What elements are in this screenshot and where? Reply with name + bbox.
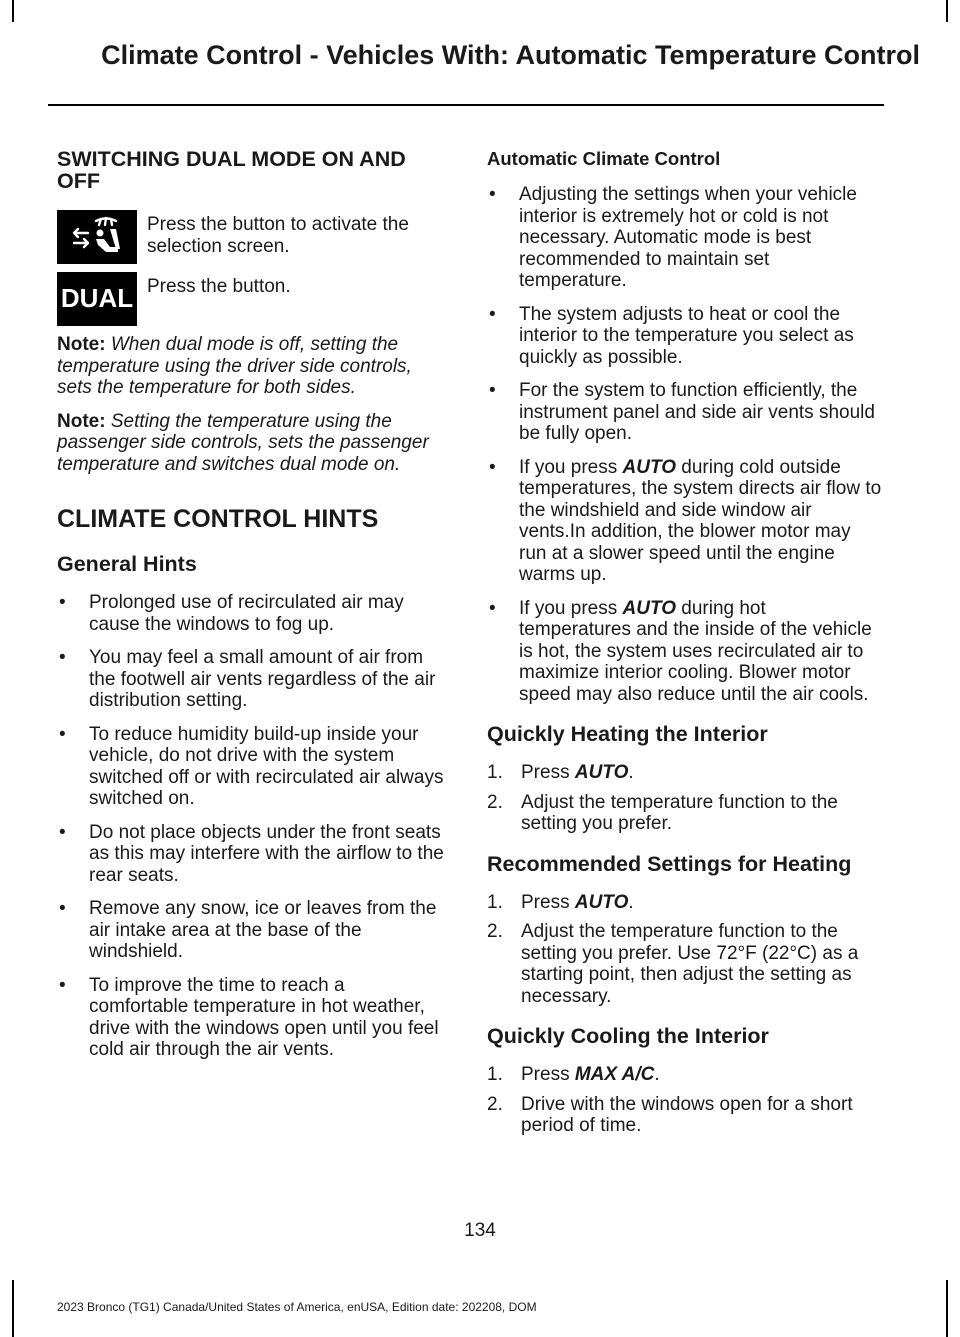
- page-number: 134: [464, 1220, 496, 1241]
- crop-mark: [12, 1280, 14, 1337]
- auto-keyword: AUTO: [574, 891, 629, 913]
- quick-cooling-steps: [487, 1064, 882, 1137]
- crop-mark: [946, 0, 948, 22]
- auto-keyword: AUTO: [622, 456, 676, 478]
- general-hints-heading: General Hints: [57, 552, 197, 576]
- general-hints-list: [57, 592, 449, 1061]
- recommended-heating-steps: [487, 892, 882, 1008]
- note-label: Note:: [57, 410, 106, 432]
- list-item: • To improve the time to reach a comfortable temperature in hot weather, drive with the windows open until you feel cold air through the air vents.: [57, 975, 449, 1061]
- page-header-title: Climate Control - Vehicles With: Automatic Temperature Control: [101, 40, 920, 70]
- crop-mark: [946, 1280, 948, 1337]
- switching-dual-mode-heading: SWITCHING DUAL MODE ON AND OFF: [57, 147, 406, 193]
- dual-icon-label: DUAL: [60, 283, 134, 314]
- list-item: • To reduce humidity build-up inside your vehicle, do not drive with the system switched off or with recirculated air always switched on.: [57, 724, 449, 810]
- list-item: • The system adjusts to heat or cool the interior to the temperature you select as quickly as possible.: [487, 304, 882, 369]
- list-item: • For the system to function efficiently, the instrument panel and side air vents should be fully open.: [487, 380, 882, 445]
- list-item: • Adjusting the settings when your vehicle interior is extremely hot or cold is not necessary. Automatic mode is best recommended to maintain set temperature.: [487, 184, 882, 292]
- list-item: • If you press AUTO during hot temperatures and the inside of the vehicle is hot, the system uses recirculated air to maximize interior cooling. Blower motor speed may also reduce until the air cools.: [487, 598, 882, 706]
- quick-heating-steps: [487, 762, 882, 835]
- automatic-climate-heading: Automatic Climate Control: [487, 148, 721, 169]
- header-divider: [48, 104, 884, 106]
- step-item: 1. Press MAX A/C.: [487, 1064, 660, 1085]
- note-passenger: [57, 411, 449, 476]
- footer-edition-info: 2023 Bronco (TG1) Canada/United States of America, enUSA, Edition date: 202208, DOM: [57, 1300, 537, 1314]
- list-item: • Remove any snow, ice or leaves from the air intake area at the base of the windshield.: [57, 898, 449, 963]
- crop-mark: [12, 0, 14, 22]
- climate-button-row: [57, 210, 449, 264]
- automatic-climate-list: [487, 184, 882, 705]
- auto-keyword: AUTO: [622, 597, 676, 619]
- step-item: 2. Adjust the temperature function to the setting you prefer.: [487, 791, 838, 834]
- note-text: When dual mode is off, setting the temperature using the driver side controls, sets the temperature for both sides.: [57, 334, 412, 398]
- max-ac-keyword: MAX A/C: [574, 1064, 655, 1085]
- dual-icon: [57, 272, 137, 326]
- note-text: Setting the temperature using the passenger side controls, sets the passenger temperature and switches dual mode on.: [57, 410, 429, 475]
- step-item: 1. Press AUTO.: [487, 891, 634, 913]
- note-dual-off: [57, 334, 449, 399]
- right-column: [487, 148, 882, 1151]
- list-item: • You may feel a small amount of air from the footwell air vents regardless of the air distribution setting.: [57, 647, 449, 712]
- step-item: 1. Press AUTO.: [487, 762, 634, 783]
- left-column: [57, 148, 449, 1073]
- list-item: • If you press AUTO during cold outside temperatures, the system directs air flow to the windshield and side window air vents.In addition, the blower motor may run at a slower speed until the engine warms up.: [487, 457, 882, 586]
- climate-hints-heading: CLIMATE CONTROL HINTS: [57, 505, 379, 533]
- list-item: • Prolonged use of recirculated air may cause the windows to fog up.: [57, 592, 449, 635]
- quick-cooling-heading: Quickly Cooling the Interior: [487, 1024, 769, 1048]
- step-item: 2. Adjust the temperature function to the setting you prefer. Use 72°F (22°C) as a starting point, then adjust the setting as necessary.: [487, 921, 859, 1007]
- step-item: 2. Drive with the windows open for a short period of time.: [487, 1093, 853, 1136]
- quick-heating-heading: Quickly Heating the Interior: [487, 722, 768, 746]
- dual-button-row: [57, 272, 449, 326]
- note-label: Note:: [57, 334, 106, 355]
- auto-keyword: AUTO: [574, 762, 629, 783]
- dual-button-instruction: Press the button.: [147, 276, 291, 297]
- list-item: • Do not place objects under the front seats as this may interfere with the airflow to the rear seats.: [57, 822, 449, 887]
- recommended-heating-heading: Recommended Settings for Heating: [487, 851, 852, 876]
- climate-button-instruction: Press the button to activate the selection screen.: [147, 214, 409, 257]
- climate-screen-icon: [57, 210, 137, 264]
